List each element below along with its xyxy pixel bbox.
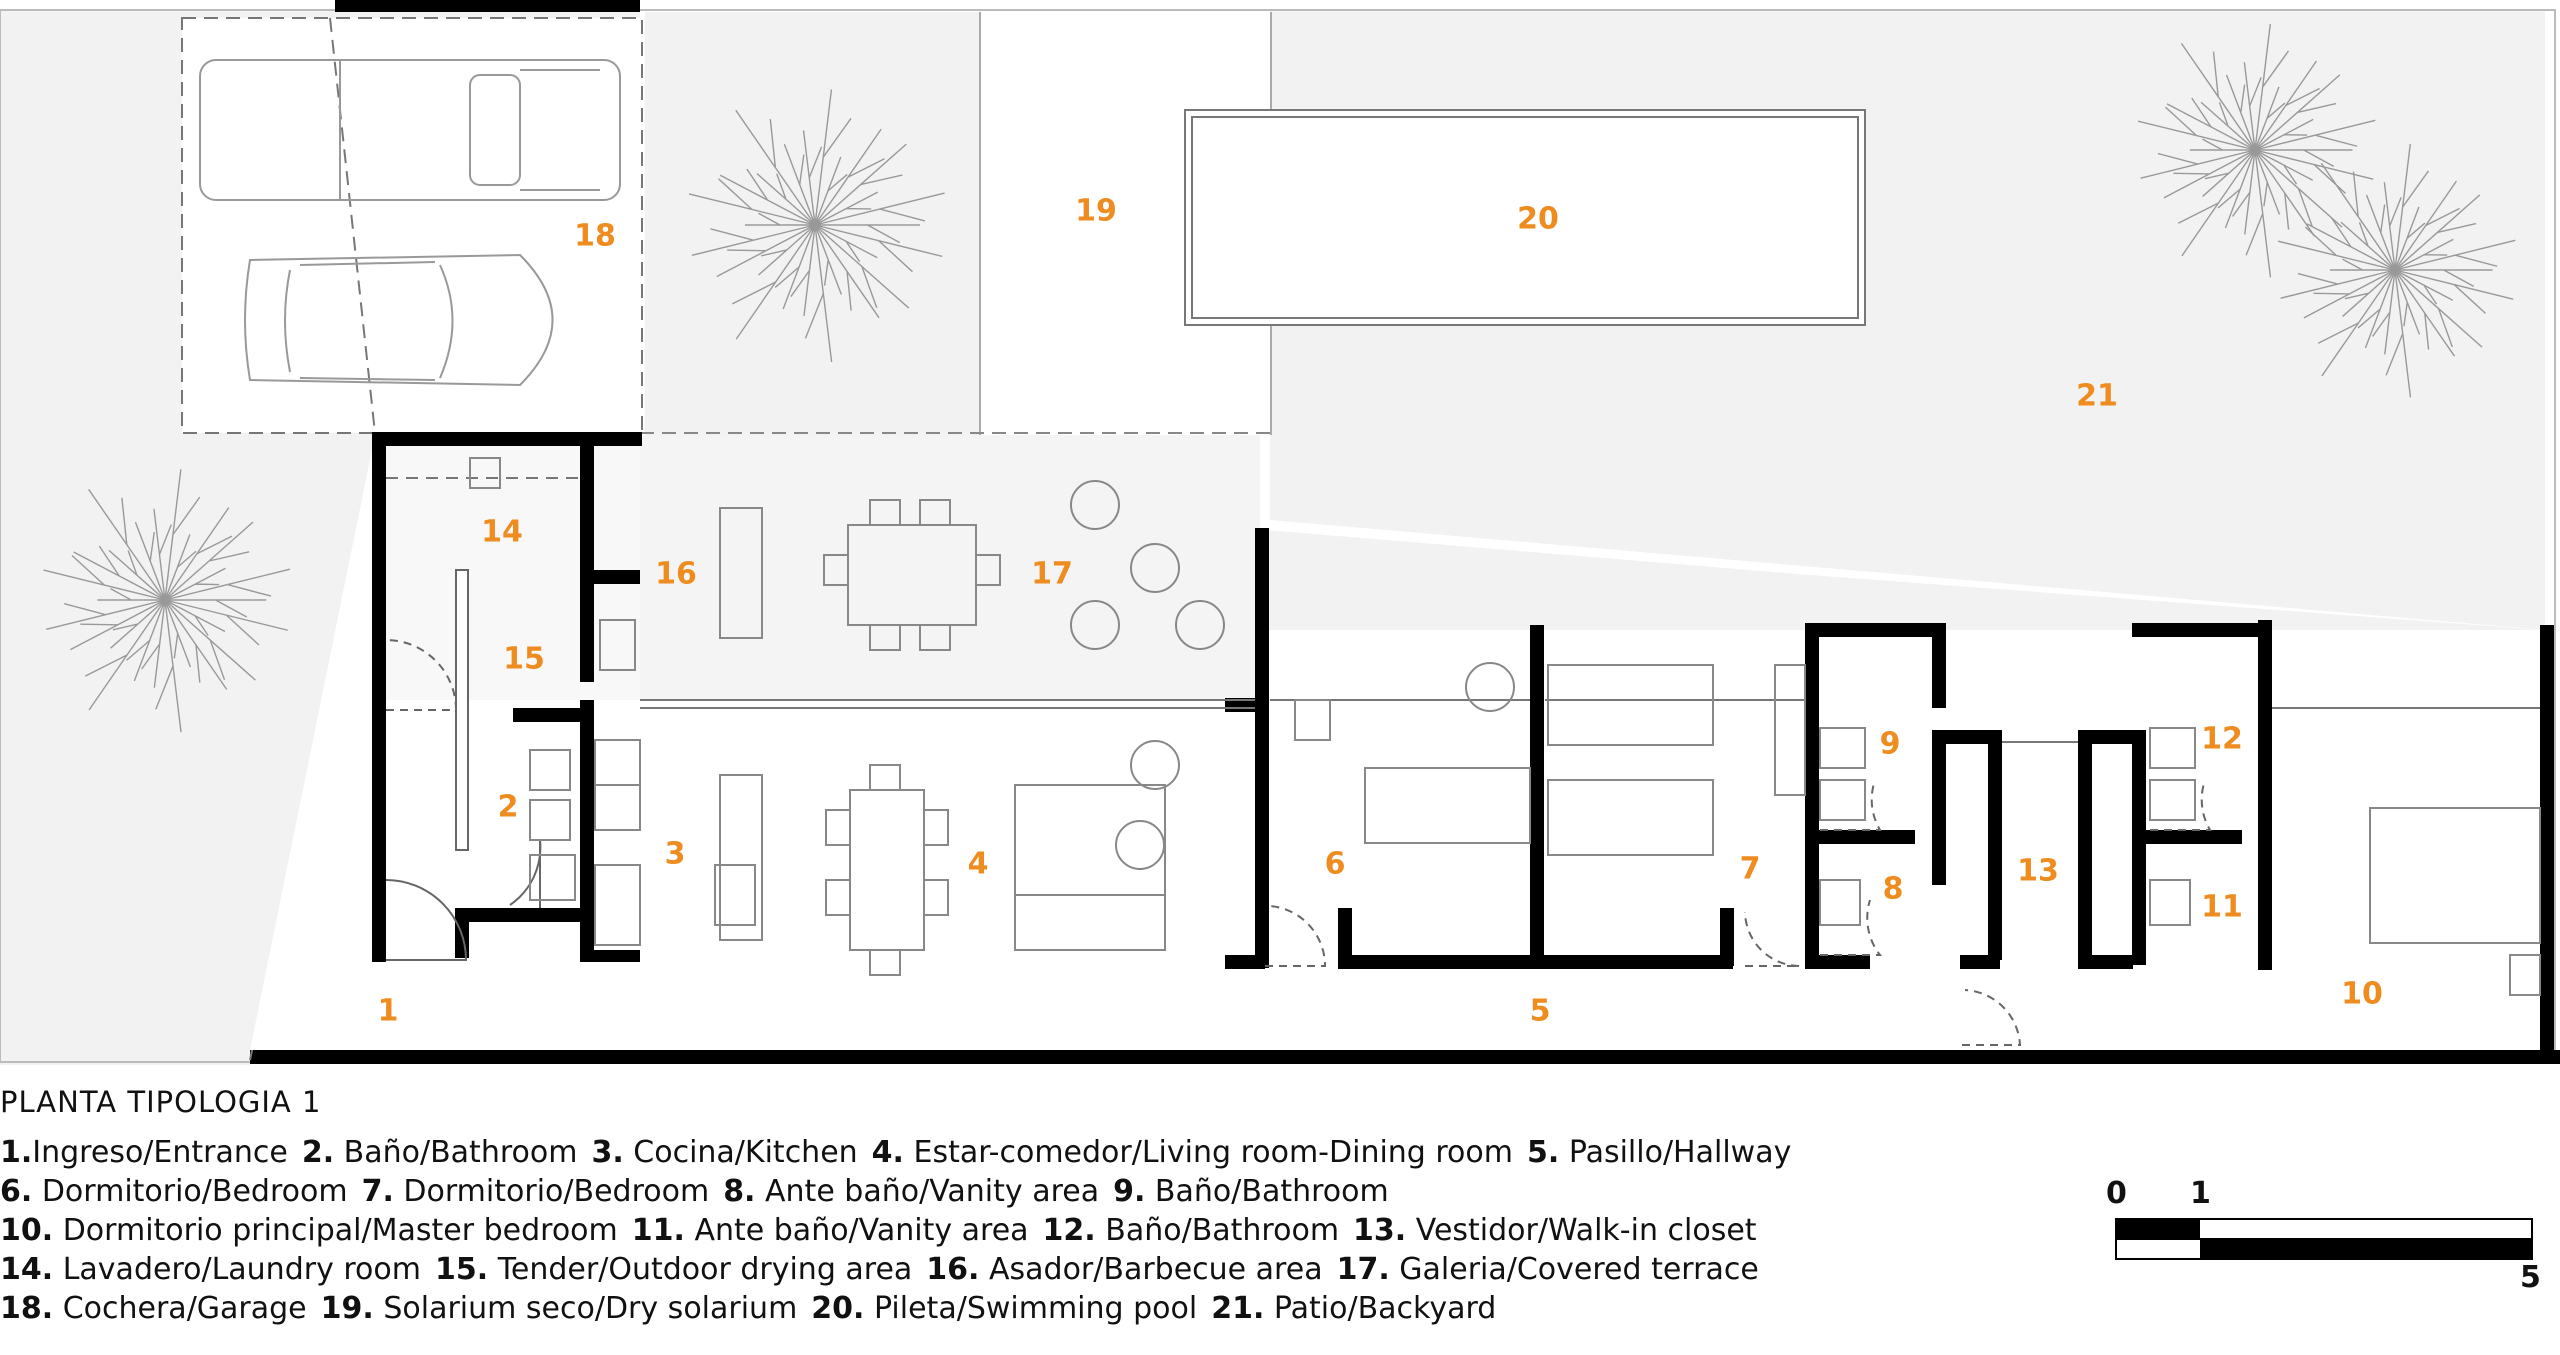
- legend-line: [0, 1172, 2050, 1211]
- legend-item: [0, 1291, 307, 1326]
- room-label: 5: [1529, 993, 1551, 1029]
- legend-item-text: Patio/Backyard: [1273, 1291, 1497, 1326]
- room-label: 14: [481, 514, 523, 550]
- legend-item: [591, 1135, 857, 1170]
- legend-item-text: Dormitorio/Bedroom: [41, 1174, 348, 1209]
- legend-item-text: Pasillo/Hallway: [1568, 1135, 1792, 1170]
- legend-item-number: 17.: [1336, 1252, 1390, 1287]
- legend-item-number: 12.: [1042, 1213, 1096, 1248]
- legend-item-text: Cocina/Kitchen: [633, 1135, 858, 1170]
- legend-item: [302, 1135, 578, 1170]
- drying-rack: [456, 570, 468, 850]
- legend-item-number: 5.: [1527, 1135, 1560, 1170]
- scale-label-one: 1: [2190, 1176, 2211, 1211]
- legend-item: [872, 1135, 1513, 1170]
- room-label: 7: [1739, 851, 1761, 887]
- legend-line: [0, 1211, 2050, 1250]
- room-label: 21: [2076, 378, 2118, 414]
- legend-item-number: 1.: [0, 1135, 33, 1170]
- legend-item-text: Vestidor/Walk-in closet: [1415, 1213, 1757, 1248]
- legend-item-number: 18.: [0, 1291, 54, 1326]
- room-label: 1: [377, 993, 399, 1029]
- legend-item-number: 2.: [301, 1135, 335, 1170]
- room-label: 18: [574, 218, 616, 254]
- legend-item: [1113, 1174, 1389, 1209]
- legend-item-number: 7.: [361, 1174, 394, 1209]
- legend-item-number: 21.: [1211, 1291, 1265, 1326]
- plan-title: PLANTA TIPOLOGIA 1: [0, 1085, 322, 1119]
- legend-item-text: Ingreso/Entrance: [32, 1135, 288, 1170]
- room-label: 12: [2201, 721, 2243, 757]
- room-label: 10: [2341, 976, 2383, 1012]
- legend-item-text: Dormitorio/Bedroom: [403, 1174, 710, 1209]
- legend-item-text: Galeria/Covered terrace: [1399, 1252, 1759, 1287]
- scale-bar: [2100, 1170, 2540, 1310]
- legend-item: [1043, 1213, 1340, 1248]
- legend-item-text: Ante baño/Vanity area: [765, 1174, 1100, 1209]
- legend-item: [811, 1291, 1197, 1326]
- room-label: 20: [1517, 201, 1559, 237]
- legend-item-text: Baño/Bathroom: [343, 1135, 578, 1170]
- legend-line: [0, 1133, 2050, 1172]
- legend-item-text: Ante baño/Vanity area: [694, 1213, 1029, 1248]
- room-label: 15: [503, 641, 545, 677]
- legend-item-number: 13.: [1353, 1213, 1407, 1248]
- legend-item-number: 10.: [0, 1213, 54, 1248]
- room-label: 17: [1031, 556, 1073, 592]
- legend-item-text: Estar-comedor/Living room-Dining room: [913, 1135, 1513, 1170]
- room-legend: [0, 1133, 2050, 1328]
- legend-item: [0, 1252, 421, 1287]
- legend-item-number: 11.: [631, 1213, 685, 1248]
- legend-item: [0, 1135, 288, 1170]
- legend-item: [321, 1291, 798, 1326]
- plan-caption: [0, 1085, 2050, 1328]
- legend-line: [0, 1250, 2050, 1289]
- legend-item-text: Tender/Outdoor drying area: [497, 1252, 913, 1287]
- legend-item-number: 15.: [434, 1252, 489, 1287]
- legend-item: [0, 1213, 618, 1248]
- legend-item: [632, 1213, 1029, 1248]
- legend-item: [435, 1252, 912, 1287]
- scale-label-zero: 0: [2106, 1176, 2127, 1211]
- room-label: 13: [2017, 853, 2059, 889]
- legend-item-text: Baño/Bathroom: [1105, 1213, 1340, 1248]
- legend-item-number: 4.: [871, 1135, 904, 1170]
- garage-zone: [182, 18, 642, 433]
- room-label: 9: [1879, 726, 1901, 762]
- room-label: 6: [1324, 846, 1346, 882]
- legend-item-number: 14.: [0, 1252, 54, 1287]
- legend-item: [0, 1174, 348, 1209]
- legend-line: [0, 1289, 2050, 1328]
- room-label: 19: [1075, 193, 1117, 229]
- room-label: 3: [664, 836, 686, 872]
- room-label: 16: [655, 556, 697, 592]
- room-label: 4: [967, 846, 989, 882]
- legend-item-text: Cochera/Garage: [62, 1291, 307, 1326]
- room-label: 11: [2201, 889, 2243, 925]
- legend-item: [723, 1174, 1099, 1209]
- legend-item-number: 19.: [320, 1291, 374, 1326]
- legend-item: [362, 1174, 710, 1209]
- legend-item: [1211, 1291, 1496, 1326]
- legend-item: [1353, 1213, 1757, 1248]
- legend-item-text: Asador/Barbecue area: [989, 1252, 1323, 1287]
- legend-item-text: Solarium seco/Dry solarium: [383, 1291, 798, 1326]
- legend-item-text: Lavadero/Laundry room: [62, 1252, 421, 1287]
- legend-item-text: Baño/Bathroom: [1154, 1174, 1389, 1209]
- legend-item-text: Dormitorio principal/Master bedroom: [62, 1213, 618, 1248]
- legend-item-number: 16.: [926, 1252, 980, 1287]
- room-label: 8: [1882, 871, 1904, 907]
- room-label: 2: [497, 789, 519, 825]
- legend-item-number: 8.: [723, 1174, 756, 1209]
- legend-item: [926, 1252, 1322, 1287]
- legend-item-number: 9.: [1113, 1174, 1146, 1209]
- legend-item-number: 6.: [0, 1174, 33, 1209]
- scale-bar-graphic: [2100, 1215, 2540, 1305]
- legend-item-number: 3.: [591, 1135, 624, 1170]
- scale-label-five: 5: [2520, 1260, 2541, 1295]
- legend-item: [1337, 1252, 1759, 1287]
- legend-item-text: Pileta/Swimming pool: [874, 1291, 1198, 1326]
- legend-item-number: 20.: [811, 1291, 865, 1326]
- legend-item: [1527, 1135, 1791, 1170]
